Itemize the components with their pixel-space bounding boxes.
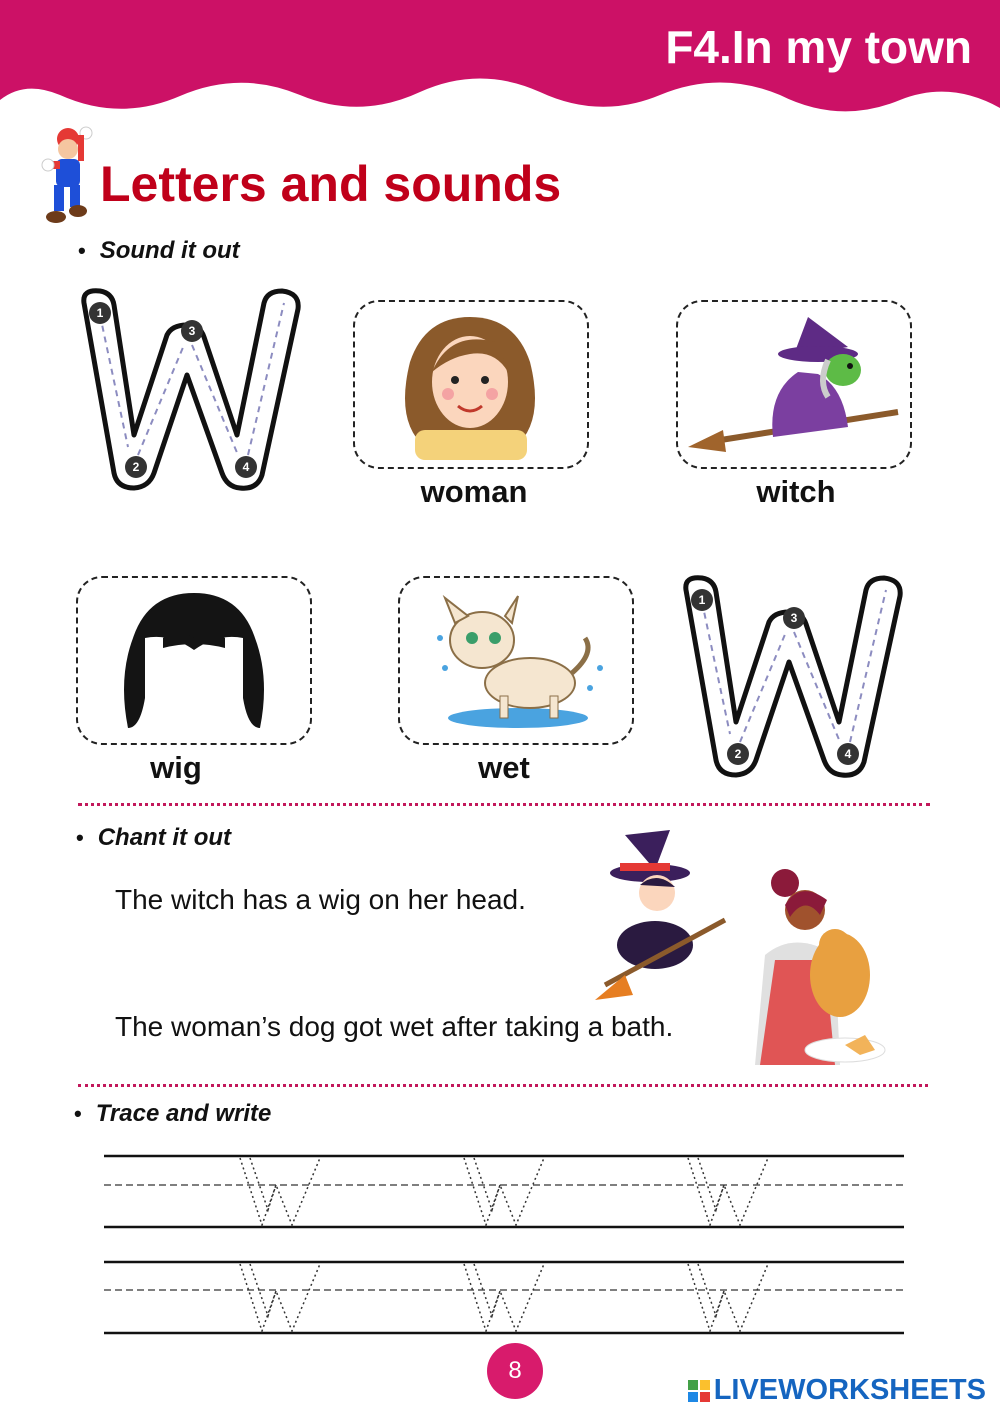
witch-girl-icon (595, 825, 735, 1005)
woman-with-dog-icon (745, 865, 895, 1065)
sound-it-out-label: • Sound it out (78, 237, 240, 265)
section-title: Letters and sounds (100, 156, 562, 212)
step-4-label: 4 (242, 460, 250, 474)
handwriting-practice-area[interactable] (100, 1150, 906, 1340)
step-3-label: 3 (188, 324, 196, 338)
liveworksheets-logo-icon (688, 1380, 710, 1402)
black-wig-icon (78, 578, 310, 743)
witch-on-broom-icon (678, 302, 910, 467)
step-1-label: 1 (698, 593, 706, 607)
step-3-label: 3 (790, 611, 798, 625)
letter-w-tracing-icon (72, 285, 312, 495)
brand-logo (688, 1374, 986, 1407)
brand-name: LIVEWORKSHEETS (713, 1374, 986, 1406)
chant-it-out-label: • Chant it out (76, 824, 231, 852)
step-2-label: 2 (132, 460, 140, 474)
wet-dog-icon (400, 578, 632, 743)
step-1-label: 1 (96, 306, 104, 320)
section-divider (78, 1084, 928, 1087)
witch-card (676, 300, 912, 469)
word-wig: wig (150, 750, 202, 785)
word-woman: woman (420, 474, 528, 509)
wet-card (398, 576, 634, 745)
word-witch: witch (756, 474, 836, 509)
chant-line-1: The witch has a wig on her head. (115, 884, 526, 915)
mascot-icon (38, 125, 94, 235)
woman-face-icon (355, 302, 587, 467)
trace-and-write-label: • Trace and write (74, 1100, 271, 1128)
word-wet: wet (478, 750, 530, 785)
letter-w-tracing-icon (674, 572, 914, 782)
unit-title: F4.In my town (665, 21, 972, 73)
section-divider (78, 803, 930, 806)
woman-card (353, 300, 589, 469)
step-4-label: 4 (844, 747, 852, 761)
step-2-label: 2 (734, 747, 742, 761)
page-number: 8 (487, 1343, 543, 1399)
wig-card (76, 576, 312, 745)
chant-line-2: The woman’s dog got wet after taking a bath. (115, 1011, 674, 1042)
